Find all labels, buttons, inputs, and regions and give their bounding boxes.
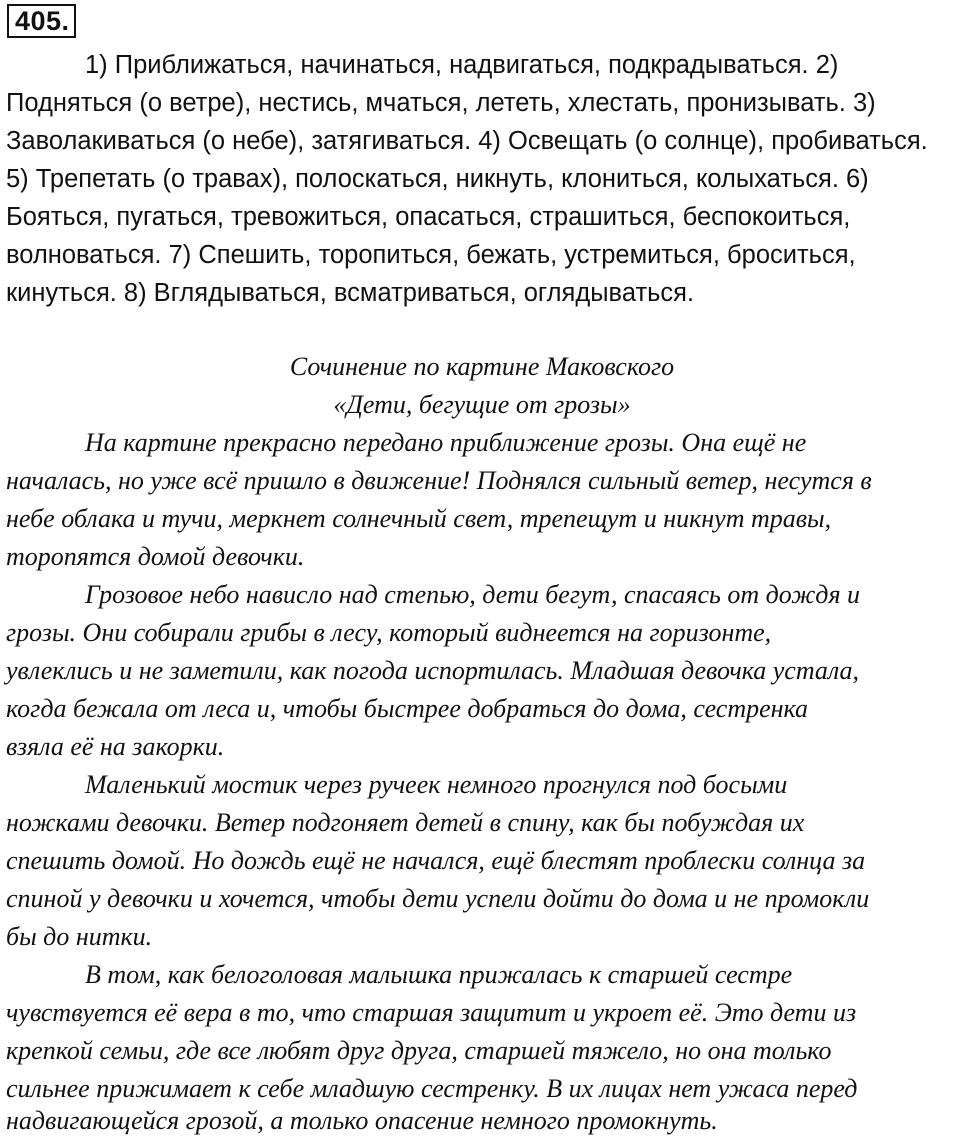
essay-line: торопятся домой девочки. — [6, 542, 305, 571]
essay-line: спиной у девочки и хочется, чтобы дети успели дойти до дома и не промокли — [6, 884, 870, 913]
essay-line: взяла её на закорки. — [6, 732, 225, 761]
answers-line: 5) Трепетать (о травах), полоскаться, никнуть, клониться, колыхаться. 6) — [6, 165, 869, 193]
answers-line: 1) Приближаться, начинаться, надвигаться, подкрадываться. 2) — [85, 51, 839, 79]
essay-line: ножками девочки. Ветер подгоняет детей в спину, как бы побуждая их — [6, 808, 805, 837]
answers-line: кинуться. 8) Вглядываться, всматриваться, оглядываться. — [6, 279, 695, 307]
essay-line: В том, как белоголовая малышка прижалась к старшей сестре — [85, 960, 793, 989]
essay-line: сильнее прижимает к себе младшую сестренку. В их лицах нет ужаса перед — [6, 1074, 858, 1103]
essay-line: надвигающейся грозой, а только опасение немного промокнуть. — [6, 1106, 718, 1135]
essay-line: спешить домой. Но дождь ещё не начался, ещё блестят проблески солнца за — [6, 846, 866, 875]
essay-line: крепкой семьи, где все любят друг друга, старшей тяжело, но она только — [6, 1036, 832, 1065]
answers-line: Заволакиваться (о небе), затягиваться. 4) Освещать (о солнце), пробиваться. — [6, 127, 928, 155]
essay-line: грозы. Они собирали грибы в лесу, который виднеется на горизонте, — [6, 618, 772, 647]
essay-line: когда бежала от леса и, чтобы быстрее добраться до дома, сестренка — [6, 694, 809, 723]
essay-line: чувствуется её вера в то, что старшая защитит и укроет её. Это дети из — [6, 998, 857, 1027]
answers-line: Подняться (о ветре), нестись, мчаться, лететь, хлестать, пронизывать. 3) — [6, 89, 876, 117]
answers-line: волноваться. 7) Спешить, торопиться, бежать, устремиться, броситься, — [6, 241, 856, 269]
essay-line: На картине прекрасно передано приближение грозы. Она ещё не — [85, 428, 807, 457]
essay-title: Сочинение по картине Маковского — [289, 352, 675, 381]
essay-line: Маленький мостик через ручеек немного прогнулся под босыми — [85, 770, 788, 799]
answers-line: Бояться, пугаться, тревожиться, опасаться, страшиться, беспокоиться, — [6, 203, 851, 231]
essay-line: увлеклись и не заметили, как погода испортилась. Младшая девочка устала, — [6, 656, 860, 685]
essay-line: небе облака и тучи, меркнет солнечный свет, трепещут и никнут травы, — [6, 504, 832, 533]
exercise-number-box: 405. — [7, 4, 76, 38]
essay-line: Грозовое небо нависло над степью, дети бегут, спасаясь от дождя и — [85, 580, 861, 609]
essay-line: бы до нитки. — [6, 922, 153, 951]
essay-subtitle: «Дети, бегущие от грозы» — [333, 390, 631, 419]
essay-line: началась, но уже всё пришло в движение! Поднялся сильный ветер, несутся в — [6, 466, 872, 495]
